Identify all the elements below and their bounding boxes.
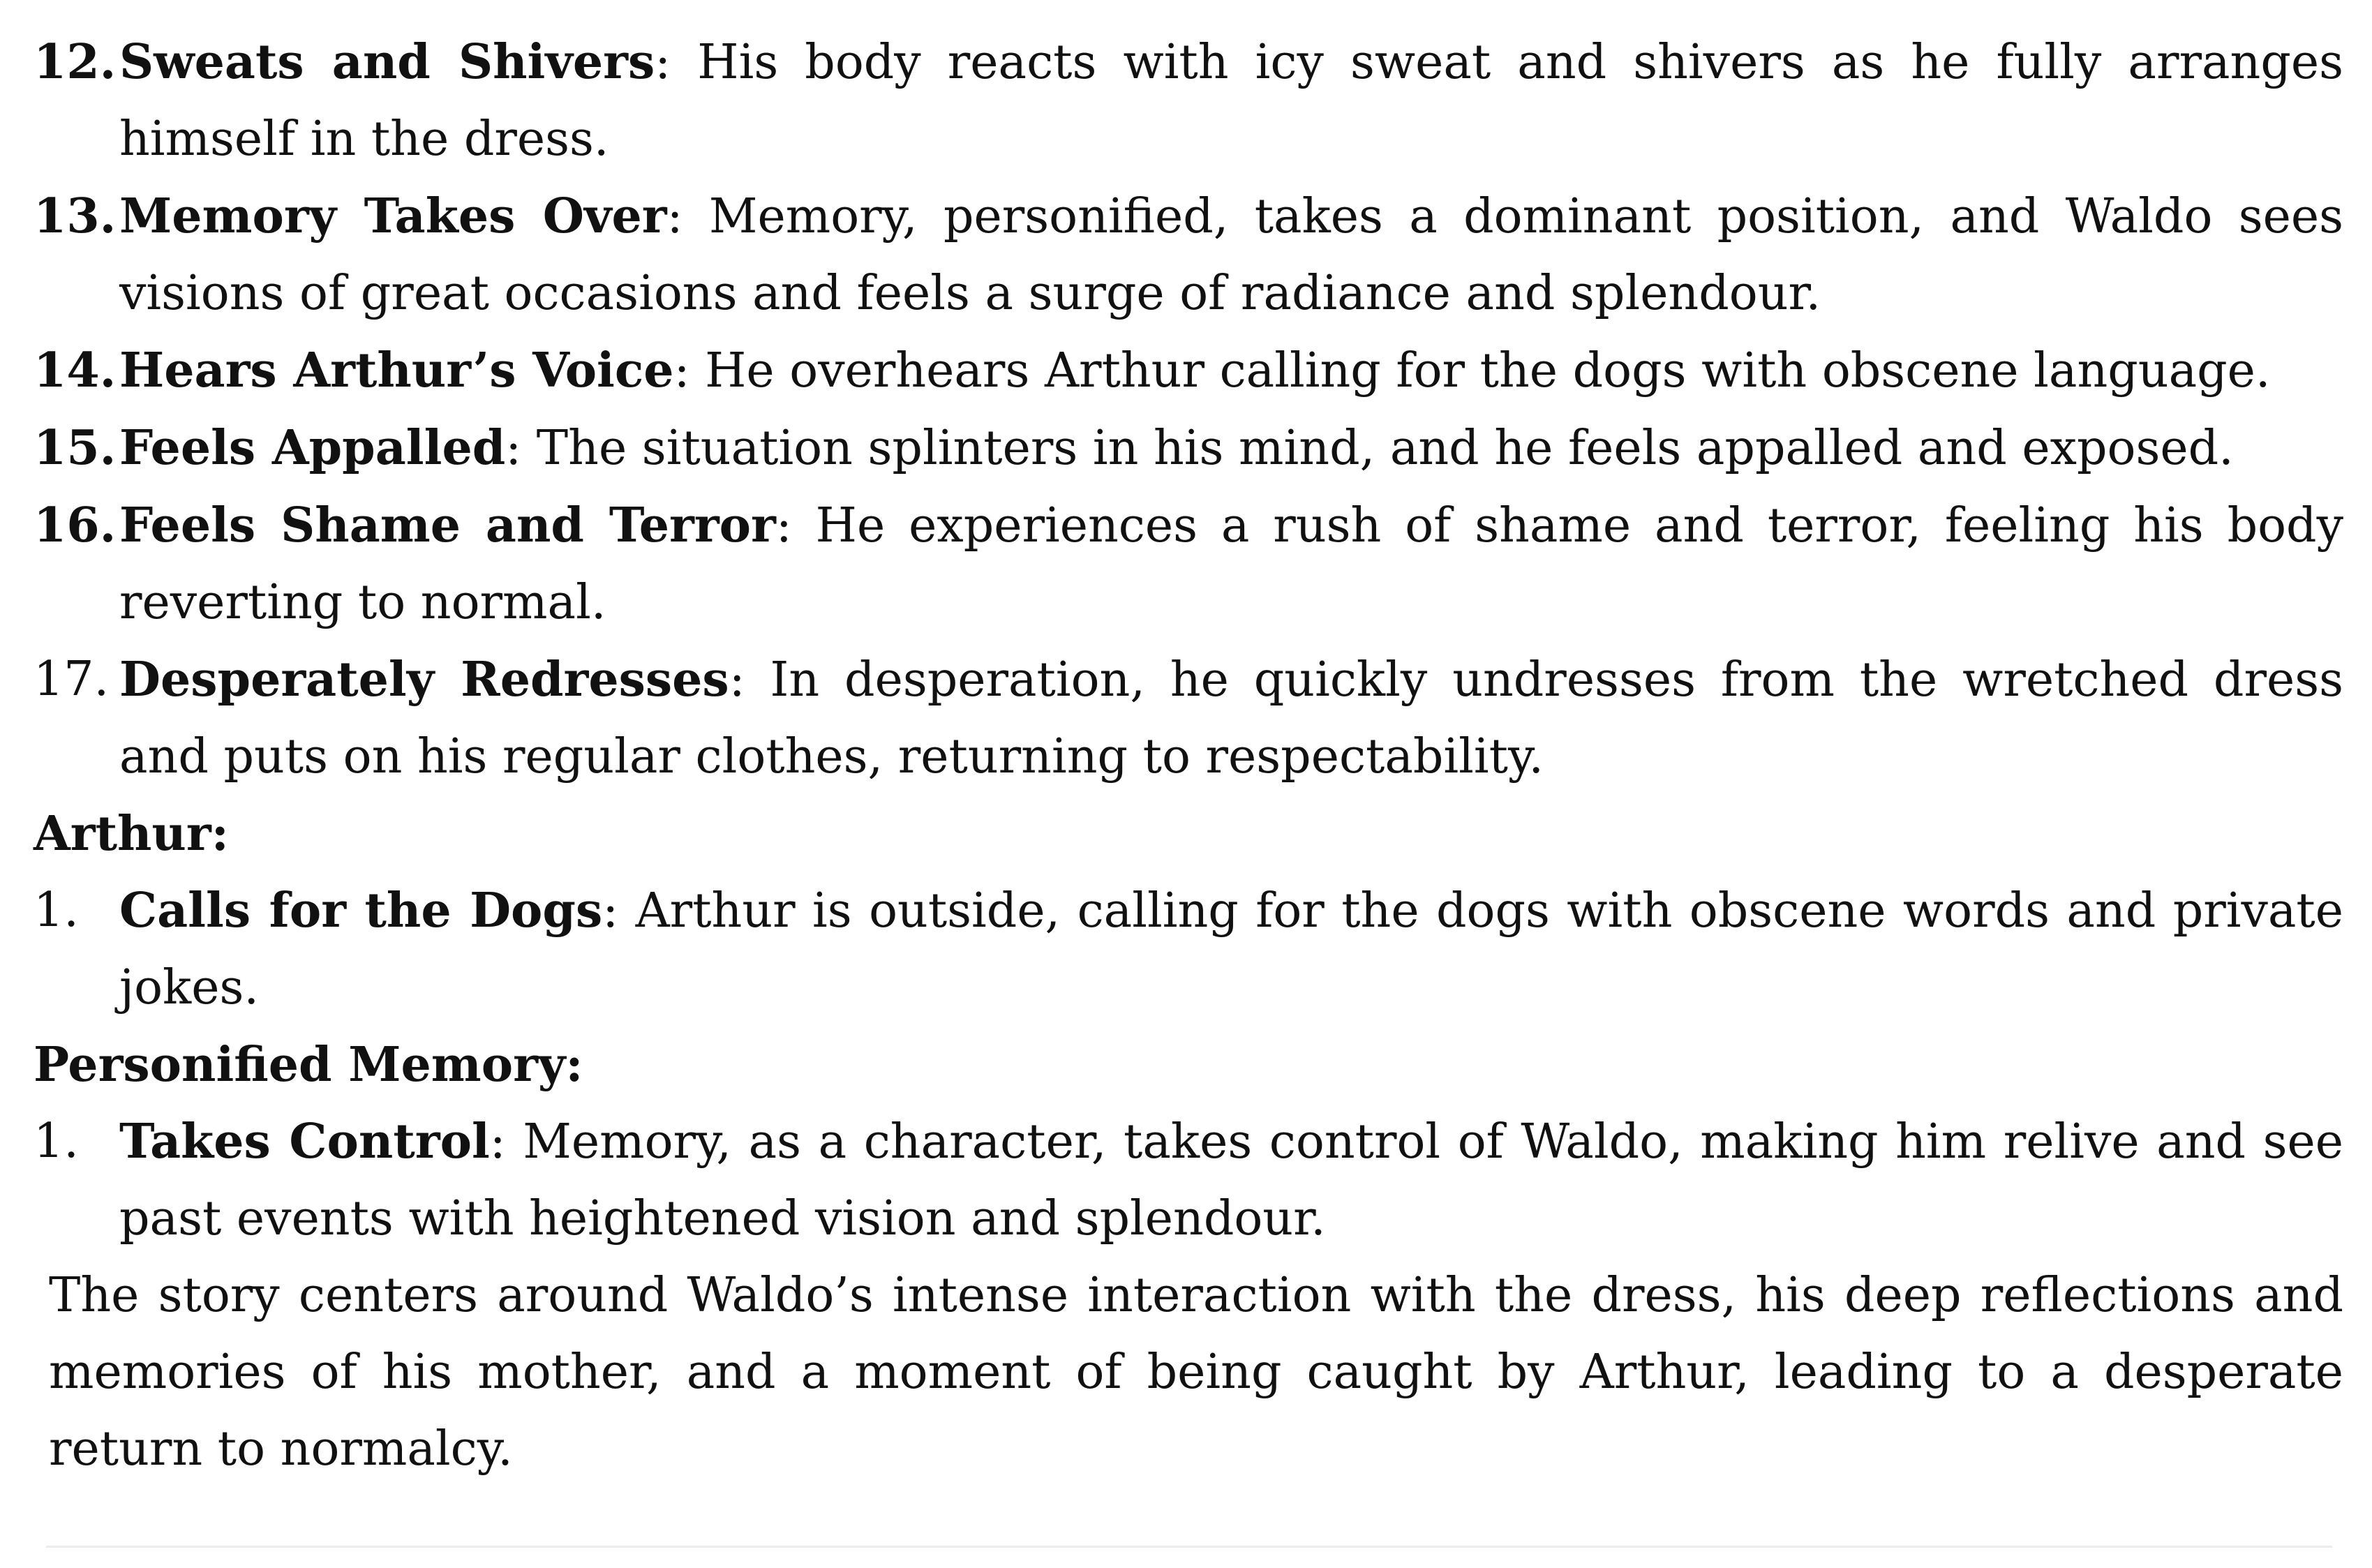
list-item — [33, 641, 2343, 796]
item-term: Memory Takes Over — [119, 188, 667, 244]
item-number: 16. — [33, 498, 117, 553]
document-body — [33, 24, 2343, 1488]
item-separator: : — [775, 498, 816, 553]
list-item — [33, 178, 2343, 332]
item-text: His body reacts with icy sweat and shivers as he fully arranges himself in the dress. — [119, 35, 2343, 167]
item-term: Takes Control — [119, 1114, 490, 1170]
item-separator: : — [655, 35, 698, 90]
list-item — [33, 487, 2343, 641]
item-number: 13. — [33, 188, 117, 244]
item-term: Feels Shame and Terror — [119, 498, 776, 553]
list-item — [33, 872, 2343, 1026]
list-item — [33, 24, 2343, 178]
item-separator: : — [729, 652, 770, 708]
list-item — [33, 410, 2343, 487]
item-text: In desperation, he quickly undresses from the wretched dress and puts on his regular clothes, returning to respectability. — [119, 652, 2343, 784]
page-divider — [46, 1546, 2332, 1548]
conclusion-paragraph: The story centers around Waldo’s intense interaction with the dress, his deep reflections and memories of his mother, and a moment of being caught by Arthur, leading to a desperate return to normalcy. — [49, 1268, 2343, 1477]
item-separator: : — [505, 421, 537, 476]
item-term: Desperately Redresses — [119, 652, 729, 708]
item-term: Feels Appalled — [119, 420, 506, 476]
item-text: The situation splinters in his mind, and he feels appalled and exposed. — [536, 421, 2234, 476]
item-number: 12. — [33, 34, 117, 90]
item-text: He overhears Arthur calling for the dogs with obscene language. — [705, 343, 2271, 398]
section-heading-arthur: Arthur: — [33, 806, 229, 862]
item-number: 1. — [33, 883, 79, 938]
item-number: 14. — [33, 343, 117, 398]
item-term: Hears Arthur’s Voice — [119, 343, 674, 398]
item-separator: : — [666, 189, 709, 244]
item-text: Memory, as a character, takes control of Waldo, making him relive and see past events with heightened vision and splendour. — [119, 1114, 2343, 1246]
item-term: Sweats and Shivers — [119, 34, 655, 90]
item-number: 15. — [33, 420, 117, 476]
item-term: Calls for the Dogs — [119, 883, 603, 939]
list-item — [33, 332, 2343, 410]
item-separator: : — [489, 1114, 523, 1170]
item-number: 1. — [33, 1114, 79, 1169]
item-text: He experiences a rush of shame and terror, feeling his body reverting to normal. — [119, 498, 2343, 630]
item-text: Memory, personified, takes a dominant position, and Waldo sees visions of great occasions and feels a surge of radiance and splendour. — [119, 189, 2343, 321]
item-separator: : — [602, 883, 636, 939]
item-number: 17. — [33, 652, 110, 707]
list-item — [33, 1103, 2343, 1257]
section-heading-memory: Personified Memory: — [33, 1037, 583, 1093]
item-text: Arthur is outside, calling for the dogs with obscene words and private jokes. — [119, 883, 2343, 1015]
item-separator: : — [673, 343, 706, 398]
